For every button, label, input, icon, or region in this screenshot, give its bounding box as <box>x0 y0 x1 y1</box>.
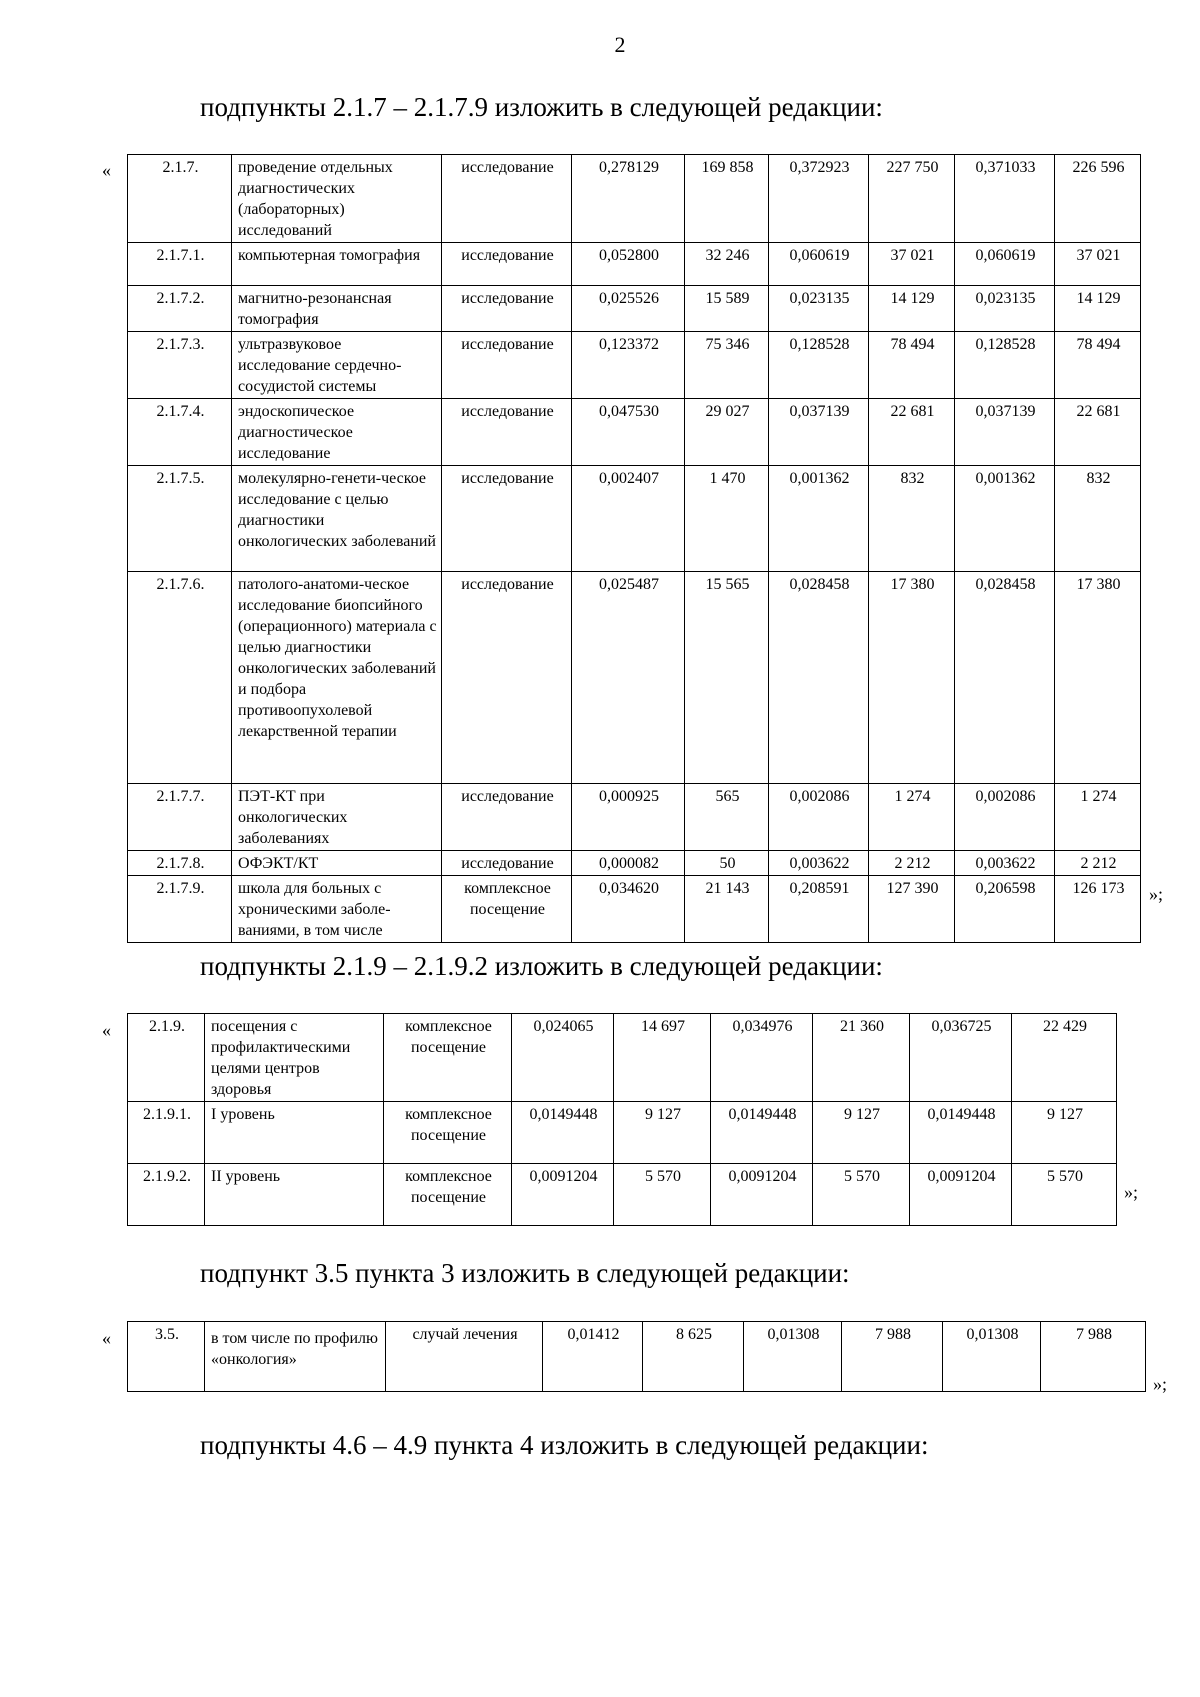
row-unit: комплексное посещение <box>384 1014 512 1102</box>
row-value-1: 0,01412 <box>543 1322 643 1392</box>
row-name: в том числе по профилю «онкология» <box>205 1322 386 1392</box>
row-value-4: 2 212 <box>869 851 955 876</box>
row-value-6: 2 212 <box>1055 851 1141 876</box>
row-unit: исследование <box>442 784 572 851</box>
row-name: компьютерная томография <box>232 243 442 286</box>
row-unit: исследование <box>442 572 572 784</box>
row-value-6: 1 274 <box>1055 784 1141 851</box>
row-value-5: 0,371033 <box>955 155 1055 243</box>
row-value-5: 0,003622 <box>955 851 1055 876</box>
row-value-4: 7 988 <box>842 1322 943 1392</box>
row-value-1: 0,034620 <box>572 876 685 943</box>
section-heading-3: подпункт 3.5 пункта 3 изложить в следующей редакции: <box>200 1258 850 1288</box>
row-name: ПЭТ-КТ при онкологических заболеваниях <box>232 784 442 851</box>
table-row <box>128 876 1141 943</box>
row-value-1: 0,000925 <box>572 784 685 851</box>
row-value-1: 0,123372 <box>572 332 685 399</box>
row-value-6: 5 570 <box>1012 1164 1117 1226</box>
row-value-3: 0,372923 <box>769 155 869 243</box>
row-name: молекулярно-генети-ческое исследование с целью диагностики онкологических заболеваний <box>232 466 442 572</box>
row-code: 2.1.7.3. <box>128 332 232 399</box>
row-value-2: 15 565 <box>685 572 769 784</box>
row-value-3: 0,034976 <box>711 1014 813 1102</box>
row-value-5: 0,036725 <box>910 1014 1012 1102</box>
row-unit: комплексное посещение <box>384 1102 512 1164</box>
row-value-5: 0,001362 <box>955 466 1055 572</box>
row-value-3: 0,0149448 <box>711 1102 813 1164</box>
row-value-4: 22 681 <box>869 399 955 466</box>
row-code: 2.1.9.2. <box>128 1164 205 1226</box>
row-value-4: 1 274 <box>869 784 955 851</box>
row-code: 2.1.7.2. <box>128 286 232 332</box>
row-value-2: 169 858 <box>685 155 769 243</box>
row-value-5: 0,0149448 <box>910 1102 1012 1164</box>
open-quote-1: « <box>102 160 111 180</box>
row-value-5: 0,028458 <box>955 572 1055 784</box>
row-value-6: 7 988 <box>1041 1322 1146 1392</box>
table-1 <box>127 154 1141 943</box>
row-value-3: 0,208591 <box>769 876 869 943</box>
row-value-1: 0,025526 <box>572 286 685 332</box>
row-value-3: 0,0091204 <box>711 1164 813 1226</box>
row-value-3: 0,037139 <box>769 399 869 466</box>
row-value-1: 0,047530 <box>572 399 685 466</box>
row-unit: исследование <box>442 243 572 286</box>
table-row <box>128 332 1141 399</box>
row-value-4: 78 494 <box>869 332 955 399</box>
row-value-6: 17 380 <box>1055 572 1141 784</box>
table-3 <box>127 1321 1146 1392</box>
table-row <box>128 243 1141 286</box>
row-name: II уровень <box>205 1164 384 1226</box>
row-name: эндоскопическое диагностическое исследование <box>232 399 442 466</box>
row-value-4: 127 390 <box>869 876 955 943</box>
open-quote-2: « <box>102 1020 111 1040</box>
row-value-4: 37 021 <box>869 243 955 286</box>
row-value-5: 0,128528 <box>955 332 1055 399</box>
row-value-5: 0,037139 <box>955 399 1055 466</box>
open-quote-3: « <box>102 1328 111 1348</box>
row-value-4: 17 380 <box>869 572 955 784</box>
row-unit: исследование <box>442 399 572 466</box>
row-value-2: 29 027 <box>685 399 769 466</box>
row-value-2: 565 <box>685 784 769 851</box>
row-code: 3.5. <box>128 1322 205 1392</box>
row-unit: комплексное посещение <box>384 1164 512 1226</box>
row-unit: исследование <box>442 332 572 399</box>
row-code: 2.1.7.1. <box>128 243 232 286</box>
row-value-2: 15 589 <box>685 286 769 332</box>
row-value-2: 21 143 <box>685 876 769 943</box>
row-value-4: 9 127 <box>813 1102 910 1164</box>
section-heading-1: подпункты 2.1.7 – 2.1.7.9 изложить в следующей редакции: <box>200 92 883 122</box>
table-row <box>128 1014 1117 1102</box>
row-value-4: 14 129 <box>869 286 955 332</box>
row-value-3: 0,002086 <box>769 784 869 851</box>
row-value-6: 14 129 <box>1055 286 1141 332</box>
row-value-3: 0,003622 <box>769 851 869 876</box>
row-value-4: 227 750 <box>869 155 955 243</box>
row-value-1: 0,052800 <box>572 243 685 286</box>
row-value-1: 0,025487 <box>572 572 685 784</box>
row-value-6: 78 494 <box>1055 332 1141 399</box>
row-value-4: 5 570 <box>813 1164 910 1226</box>
row-value-1: 0,0149448 <box>512 1102 614 1164</box>
row-code: 2.1.7.9. <box>128 876 232 943</box>
page-number: 2 <box>614 32 626 57</box>
row-value-5: 0,0091204 <box>910 1164 1012 1226</box>
row-value-5: 0,01308 <box>943 1322 1041 1392</box>
table-row <box>128 399 1141 466</box>
row-unit: исследование <box>442 466 572 572</box>
row-code: 2.1.7.7. <box>128 784 232 851</box>
row-name: проведение отдельных диагностических (лабораторных) исследований <box>232 155 442 243</box>
row-value-6: 126 173 <box>1055 876 1141 943</box>
row-unit: случай лечения <box>386 1322 543 1392</box>
section-heading-2: подпункты 2.1.9 – 2.1.9.2 изложить в следующей редакции: <box>200 951 883 981</box>
row-code: 2.1.9.1. <box>128 1102 205 1164</box>
row-value-1: 0,024065 <box>512 1014 614 1102</box>
row-value-3: 0,060619 <box>769 243 869 286</box>
row-value-6: 37 021 <box>1055 243 1141 286</box>
row-value-6: 22 429 <box>1012 1014 1117 1102</box>
row-code: 2.1.7.8. <box>128 851 232 876</box>
row-value-3: 0,001362 <box>769 466 869 572</box>
row-code: 2.1.7.5. <box>128 466 232 572</box>
row-value-1: 0,278129 <box>572 155 685 243</box>
row-value-4: 21 360 <box>813 1014 910 1102</box>
row-value-1: 0,002407 <box>572 466 685 572</box>
table-row <box>128 1322 1146 1392</box>
row-value-3: 0,023135 <box>769 286 869 332</box>
row-name: ОФЭКТ/КТ <box>232 851 442 876</box>
table-2 <box>127 1013 1117 1226</box>
row-value-6: 226 596 <box>1055 155 1141 243</box>
row-code: 2.1.7. <box>128 155 232 243</box>
row-code: 2.1.7.4. <box>128 399 232 466</box>
table-row <box>128 784 1141 851</box>
table-row <box>128 155 1141 243</box>
row-value-2: 5 570 <box>614 1164 711 1226</box>
row-value-2: 75 346 <box>685 332 769 399</box>
row-code: 2.1.9. <box>128 1014 205 1102</box>
row-unit: комплексное посещение <box>442 876 572 943</box>
row-value-2: 8 625 <box>643 1322 744 1392</box>
row-name: I уровень <box>205 1102 384 1164</box>
row-unit: исследование <box>442 155 572 243</box>
row-value-6: 832 <box>1055 466 1141 572</box>
row-value-2: 9 127 <box>614 1102 711 1164</box>
row-name: магнитно-резонансная томография <box>232 286 442 332</box>
close-quote-3: »; <box>1153 1374 1168 1394</box>
table-row <box>128 466 1141 572</box>
row-value-5: 0,023135 <box>955 286 1055 332</box>
row-value-2: 32 246 <box>685 243 769 286</box>
row-value-5: 0,002086 <box>955 784 1055 851</box>
row-value-5: 0,060619 <box>955 243 1055 286</box>
table-row <box>128 286 1141 332</box>
row-unit: исследование <box>442 286 572 332</box>
row-value-6: 22 681 <box>1055 399 1141 466</box>
row-value-3: 0,01308 <box>744 1322 842 1392</box>
row-value-2: 1 470 <box>685 466 769 572</box>
row-name: посещения с профилактическими целями центров здоровья <box>205 1014 384 1102</box>
table-row <box>128 572 1141 784</box>
row-unit: исследование <box>442 851 572 876</box>
close-quote-2: »; <box>1124 1182 1139 1202</box>
row-value-4: 832 <box>869 466 955 572</box>
row-value-5: 0,206598 <box>955 876 1055 943</box>
row-value-3: 0,128528 <box>769 332 869 399</box>
row-value-2: 50 <box>685 851 769 876</box>
section-heading-4: подпункты 4.6 – 4.9 пункта 4 изложить в следующей редакции: <box>200 1430 929 1460</box>
row-name: ультразвуковое исследование сердечно-сосудистой системы <box>232 332 442 399</box>
table-row <box>128 851 1141 876</box>
table-row <box>128 1102 1117 1164</box>
row-value-2: 14 697 <box>614 1014 711 1102</box>
row-value-6: 9 127 <box>1012 1102 1117 1164</box>
row-name: патолого-анатоми-ческое исследование биопсийного (операционного) материала с целью диагностики онкологических заболеваний и подбора противоопухолевой лекарственной терапии <box>232 572 442 784</box>
row-code: 2.1.7.6. <box>128 572 232 784</box>
close-quote-1: »; <box>1149 884 1164 904</box>
table-row <box>128 1164 1117 1226</box>
row-value-3: 0,028458 <box>769 572 869 784</box>
row-value-1: 0,0091204 <box>512 1164 614 1226</box>
row-value-1: 0,000082 <box>572 851 685 876</box>
row-name: школа для больных с хроническими заболе-ваниями, в том числе <box>232 876 442 943</box>
